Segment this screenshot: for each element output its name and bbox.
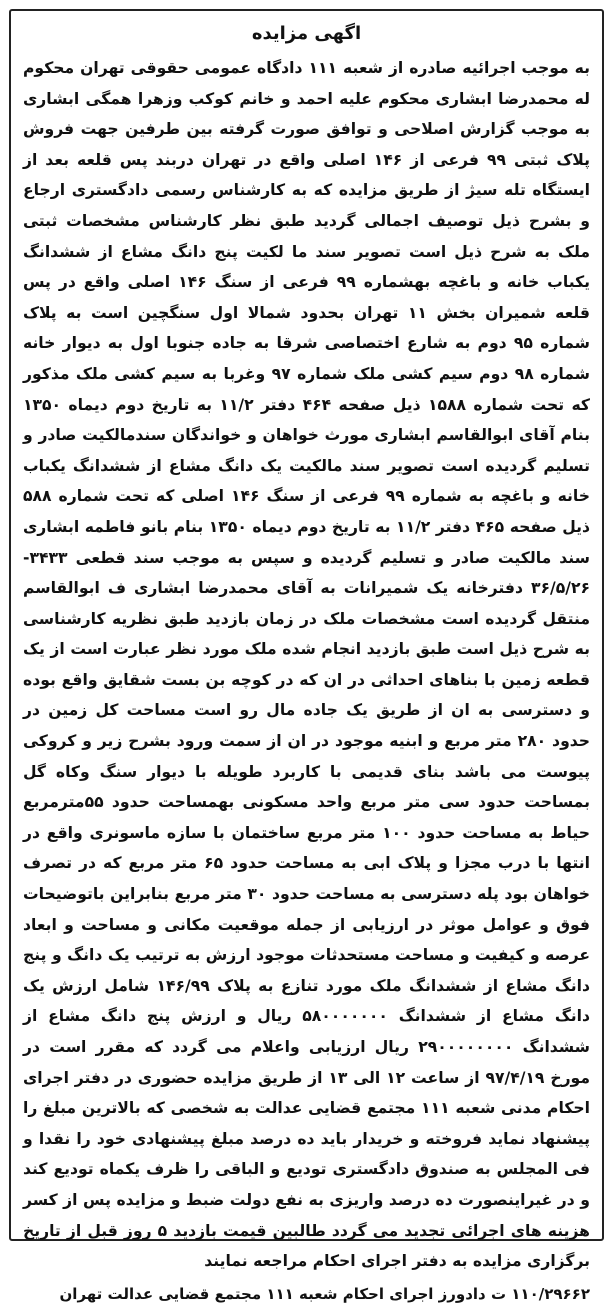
notice-body: به موجب اجرائیه صادره از شعبه ۱۱۱ دادگاه عمومی حقوقی تهران محکوم له محمدرضا ابشاری محکوم علیه احمد و خانم کوکب وزهرا همگی ابشاری به موجب گزارش اصلاحی و توافق صورت گرفته بین طرفین جهت فروش پلاک ثبتی ۹۹ فرعی از ۱۴۶ اصلی واقع در تهران دربند پس قلعه بعد از ایستگاه تله سیژ از طریق مزایده که به کارشناس رسمی دادگستری ارجاع و بشرح ذیل توصیف اجمالی گردید طبق نظر کارشناس مشخصات ثبتی ملک به شرح ذیل است تصویر سند ما لکیت پنج دانگ مشاع از ششدانگ یکباب خانه و باغچه بهشماره ۹۹ فرعی از سنگ ۱۴۶ اصلی واقع در پس قلعه شمیران بخش ۱۱ تهران بحدود شمالا اول سنگچین است به پلاک شماره ۹۵ دوم به شارع اختصاصی شرقا به جاده جنوبا اول به دیوار خانه شماره ۹۸ دوم سیم کشی ملک شماره ۹۷ وغربا به سیم کشی ملک مذکور که تحت شماره ۱۵۸۸ ذیل صفحه ۴۶۴ دفتر ۱۱/۲ به تاریخ دوم دیماه ۱۳۵۰ بنام آقای ابوالقاسم ابشاری مورث خواهان و خواندگان سندمالکیت صادر و تسلیم گردیده است تصویر سند مالکیت یک دانگ مشاع از ششدانگ یکباب خانه و باغچه به شماره ۹۹ فرعی از سنگ ۱۴۶ اصلی که تحت شماره ۵۸۸ ذیل صفحه ۴۶۵ دفتر ۱۱/۲ به تاریخ دوم دیماه ۱۳۵۰ بنام بانو فاطمه ابشاری سند مالکیت صادر و تسلیم گردیده و سپس به موجب سند قطعی ۳۴۳۳- ۳۶/۵/۲۶ دفترخانه یک شمیرانات به آقای محمدرضا ابشاری ف ابوالقاسم منتقل گردیده است مشخصات ملک در زمان بازدید طبق نظریه کارشناسی به شرح ذیل است طبق بازدید انجام شده ملک مورد نظر عبارت است از یک قطعه زمین با بناهای احداثی در ان که در کوچه بن بست شقایق واقع بوده و دسترسی به ان از طریق یک جاده مال رو است مساحت کل زمین در حدود ۲۸۰ متر مربع و ابنیه موجود در ان از سمت ورود بشرح زیر و کروکی پیوست می باشد بنای قدیمی با کاربرد طویله با دیوار سنگ وکاه گل بمساحت حدود سی متر مربع واحد مسکونی بهمساحت حدود ۵۵مترمربع حیاط به مساحت حدود ۱۰۰ متر مربع ساختمان با سازه ماسونری واقع در انتها با درب مجزا و پلاک ابی به مساحت حدود ۶۵ متر مربع که در تصرف خواهان بود پله دسترسی به مساحت حدود ۳۰ متر مربع بنابراین باتوضیحات فوق و عوامل موثر در ارزیابی از جمله موقعیت مکانی و مساحت و ابعاد عرصه و کیفیت و مساحت مستحدثات موجود ارزش به ترتیب یک دانگ و پنج دانگ مشاع از ششدانگ ملک مورد تنازع به پلاک ۱۴۶/۹۹ شامل ارزش یک دانگ مشاع از ششدانگ ۵۸۰۰۰۰۰۰۰ ریال و ارزش پنج دانگ مشاع از ششدانگ ۲۹۰۰۰۰۰۰۰۰ ریال ارزیابی واعلام می گردد که مقرر است در مورخ ۹۷/۴/۱۹ از ساعت ۱۲ الی ۱۳ از طریق مزایده حضوری در دفتر اجرای احکام مدنی شعبه ۱۱۱ مجتمع قضایی عدالت به شخصی که بالاترین مبلغ را پیشنهاد نماید فروخته و خریدار باید ده درصد مبلغ پیشنهادی خود را نقدا و فی المجلس به صندوق دادگستری تودیع و الباقی را ظرف یکماه تودیع کند و در غیراینصورت ده درصد واریزی به نفع دولت ضبط و مزایده پس از کسر هزینه های اجرائی تجدید می گردد طالبین قیمت بازدید ۵ روز قبل از تاریخ برگزاری مزایده به دفتر اجرای احکام مراجعه نمایند [23, 59, 591, 1271]
auction-notice [9, 9, 604, 1303]
notice-title: اگهی مزایده [251, 23, 362, 44]
notice-footer: ۱۱۰/۲۹۶۶۲ ت دادورز اجرای احکام شعبه ۱۱۱ مجتمع قضایی عدالت تهران [59, 1284, 590, 1303]
